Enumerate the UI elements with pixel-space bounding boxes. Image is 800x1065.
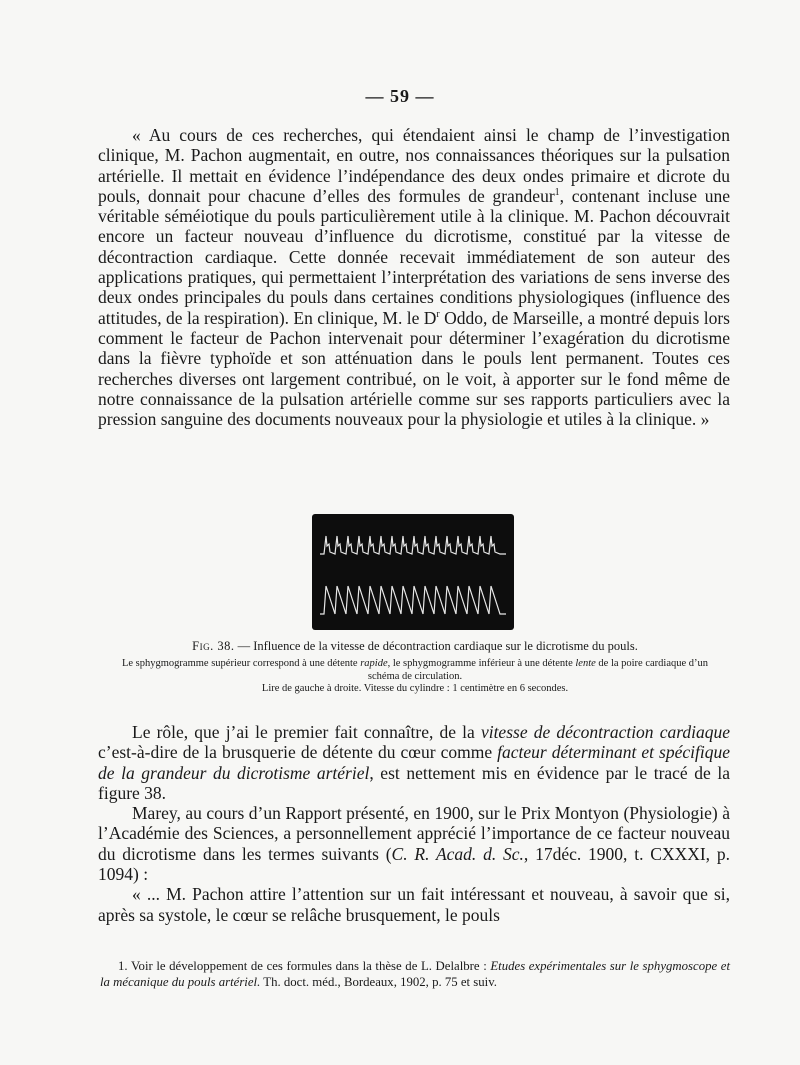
footnote-text-a: 1. Voir le développement de ces formules dans la thèse de L. Delalbre :	[118, 959, 491, 973]
caption-title-text: — Influence de la vitesse de décontraction cardiaque sur le dicrotisme du pouls.	[234, 639, 638, 653]
caption-desc-b: , le sphygmogramme inférieur à une détente	[387, 658, 576, 669]
lower-trace-slow	[320, 586, 506, 614]
caption-rapide: rapide	[360, 658, 388, 669]
footnote-text-c: Th. doct. méd., Bordeaux, 1902, p. 75 et suiv.	[260, 975, 498, 989]
paragraph-2	[98, 722, 730, 803]
caption-title	[110, 638, 720, 654]
sphygmogram-traces	[312, 514, 514, 630]
paragraph-2-text-a: Le rôle, que j’ai le premier fait connaître, de la	[132, 722, 481, 742]
paragraph-3-text-c: , 17déc. 1900, t. CXXXI, p. 1094) :	[98, 843, 730, 885]
footnote-1	[100, 958, 730, 990]
figure-label: Fig. 38.	[192, 639, 235, 653]
paragraph-2-text-e: , est nettement mis en évidence par le tracé de la figure 38.	[98, 762, 730, 803]
paragraph-1	[98, 125, 730, 429]
doctor-superscript: r	[436, 308, 440, 320]
page-number: — 59 —	[365, 86, 435, 106]
footnote	[100, 958, 730, 990]
figure-caption	[110, 638, 720, 696]
caption-description	[110, 658, 720, 696]
upper-trace-rapid	[320, 536, 506, 554]
paragraph-3-citation: C. R. Acad. d. Sc.	[391, 843, 524, 864]
figure-38-sphygmogram	[312, 514, 514, 630]
caption-reading-note: Lire de gauche à droite. Vitesse du cylindre : 1 centimètre en 6 secondes.	[261, 683, 569, 694]
footnote-reference: 1	[554, 187, 560, 199]
paragraph-4: « ... M. Pachon attire l’attention sur un fait intéressant et nouveau, à savoir que si, après sa systole, le cœur se relâche brusquement, le pouls	[98, 884, 730, 925]
paragraph-3-text-a: Marey, au cours d’un Rapport présenté, en 1900, sur le Prix Montyon (Physiologie) à l’Académie des Sciences, a personnellement apprécié l’importance de ce facteur nouveau du dicrotisme dans les termes suivants (	[98, 803, 730, 864]
paragraph-1-text-c: Oddo, de Marseille, a montré depuis lors comment le facteur de Pachon intervenait pour déterminer l’exagération du dicrotisme dans la fièvre typhoïde et son atténuation dans le pouls lent permanent. Toutes ces recherches diverses ont largement contribué, on le voit, à apporter sur le fond même de notre connaissance de la pulsation artérielle comme sur ses rapports particuliers avec la pression sanguine des documents nouveaux pour la physiologie et utiles à la clinique. »	[98, 307, 730, 430]
paragraph-2-text-c: c’est-à-dire de la brusquerie de détente du cœur comme	[98, 742, 498, 763]
paragraph-3	[98, 803, 730, 884]
footnote-title: Etudes expérimentales sur le sphygmoscope et la mécanique du pouls artériel.	[100, 959, 731, 989]
caption-desc-c: de la poire cardiaque d’un schéma de circulation.	[367, 658, 709, 682]
paragraph-2-italic-b: vitesse de décontraction cardiaque	[480, 722, 731, 742]
paragraph-quote-pachon	[98, 125, 730, 429]
body-continuation	[98, 722, 730, 925]
caption-lente: lente	[575, 658, 596, 669]
paragraph-1-text-a: « Au cours de ces recherches, qui étendaient ainsi le champ de l’investigation clinique, M. Pachon augmentait, en outre, nos connaissances théoriques sur la pulsation artérielle. Il mettait en évidence l’indépendance des deux ondes primaire et dicrote du pouls, donnait pour chacune d’elles des formules de grandeur	[98, 125, 730, 206]
caption-desc-a: Le sphygmogramme supérieur correspond à une détente	[121, 658, 361, 669]
paragraph-2-italic-d: facteur déterminant et spécifique de la grandeur du dicrotisme artériel	[98, 742, 730, 783]
paragraph-1-text-b: , contenant incluse une véritable séméiotique du pouls particulièrement utile à la clinique. M. Pachon découvrait encore un facteur nouveau d’influence du dicrotisme, constitué par la vitesse de décontraction cardiaque. Cette donnée recevait immédiatement de son auteur des applications pratiques, qui permettaient l’interprétation des variations de sens inverse des deux ondes principales du pouls dans certaines conditions physiologiques (influence des attitudes, de la respiration). En clinique, M. le D	[98, 185, 730, 328]
